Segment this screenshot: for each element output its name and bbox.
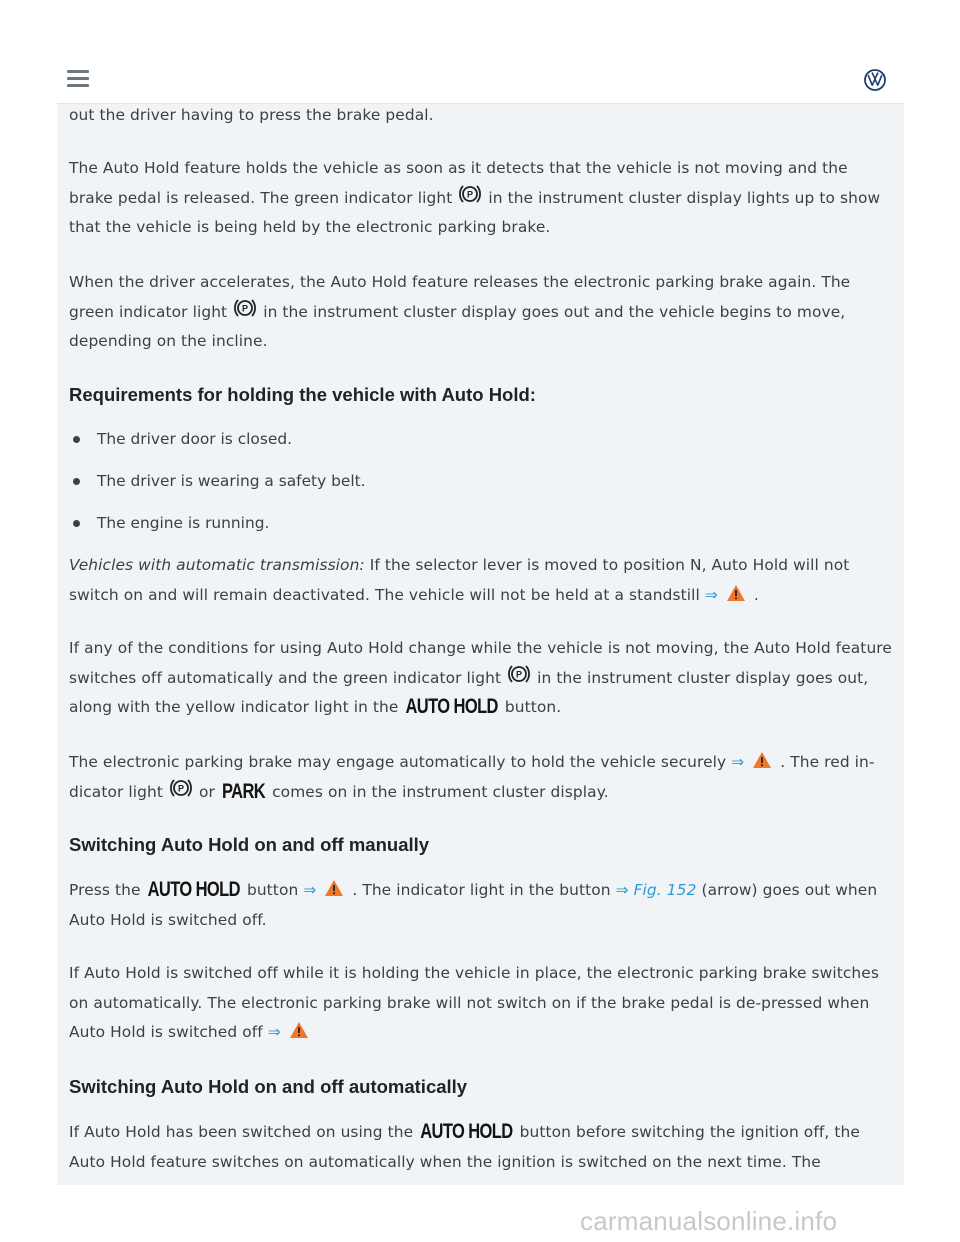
auto-hold-button-icon: AUTO HOLD [405,695,498,719]
section-heading: Requirements for holding the vehicle with Auto Hold: [69,384,536,405]
paragraph: The Auto Hold feature holds the vehicle as soon as it detects that the vehicle is not moving and the brake pedal is released. The green indicator light P in the instrument cluster display lights up to show that the vehicle is being held by the electronic parking brake. [69,159,881,236]
warning-link[interactable]: ⇒ [303,881,317,899]
paragraph: When the driver accelerates, the Auto Hold feature releases the electronic parking brake again. The green indicator light P in the instrument cluster display goes out and the vehicle begins to move, depending on the incline. [69,273,851,350]
list-item: The driver door is closed. [69,425,366,455]
park-indicator-icon: PARK [221,779,266,803]
section-heading: Switching Auto Hold on and off manually [69,834,430,855]
svg-text:P: P [242,303,249,313]
warning-triangle-icon[interactable] [324,879,344,897]
paragraph: Vehicles with automatic transmission: If the selector lever is moved to position N, Auto Hold will not switch on and will remain deactivated. The vehicle will not be held at a standstill ⇒ . [69,556,850,604]
vw-logo-icon[interactable] [864,69,886,91]
list-item: The engine is running. [69,509,366,539]
parking-brake-indicator-icon [234,298,256,318]
paragraph: The electronic parking brake may engage automatically to hold the vehicle securely ⇒ . The red in-dicator light P or PARK comes on in the instrument cluster display. [69,753,875,803]
svg-text:P: P [516,669,523,679]
auto-hold-button-icon: AUTO HOLD [147,878,240,902]
parking-brake-indicator-icon [508,664,530,684]
warning-link[interactable]: ⇒ [704,585,718,604]
warning-link[interactable]: ⇒ [731,753,745,771]
paragraph: Press the AUTO HOLD button ⇒ . The indicator light in the button ⇒ Fig. 152 (arrow) goes out when Auto Hold is switched off. [69,878,878,929]
watermark: carmanualsonline.info [580,1206,838,1236]
manual-content [57,104,904,1185]
paragraph: If Auto Hold has been switched on using the AUTO HOLD button before switching the ignition off, the Auto Hold feature switches on automatically when the ignition is switched on the next time. The [69,1120,860,1171]
warning-triangle-icon[interactable] [726,584,746,602]
auto-hold-button-icon: AUTO HOLD [420,1120,513,1144]
warning-triangle-icon[interactable] [752,751,772,769]
parking-brake-indicator-icon [170,778,192,798]
hamburger-menu-icon[interactable] [67,70,89,88]
paragraph: If Auto Hold is switched off while it is holding the vehicle in place, the electronic parking brake switches on automatically. The electronic parking brake will not switch on if the brake pedal is de-pressed when Auto Hold is switched off ⇒ [69,964,879,1041]
parking-brake-indicator-icon [459,184,481,204]
requirements-list [69,425,366,551]
svg-text:P: P [467,189,474,199]
list-item: The driver is wearing a safety belt. [69,467,366,497]
top-bar [57,57,904,104]
figure-link[interactable]: ⇒ Fig. 152 [615,881,697,899]
warning-triangle-icon[interactable] [289,1021,309,1039]
section-heading: Switching Auto Hold on and off automatically [69,1076,468,1097]
svg-text:P: P [177,783,185,793]
paragraph: If any of the conditions for using Auto Hold change while the vehicle is not moving, the Auto Hold feature switches off automatically and the green indicator light P in the instrument cluster display goes out, along with the yellow indicator light in the AUTO HOLD button. [69,639,892,719]
warning-link[interactable]: ⇒ [267,1023,281,1041]
paragraph: out the driver having to press the brake pedal. [69,106,434,124]
